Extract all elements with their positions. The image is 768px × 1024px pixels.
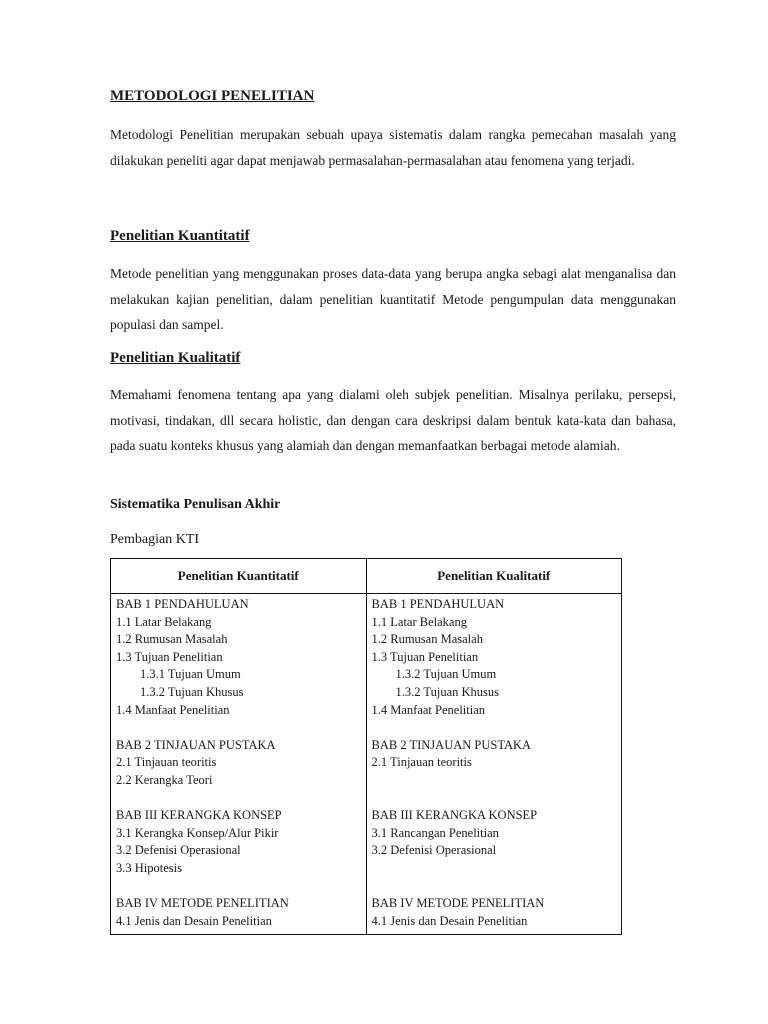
list-item: 1.4 Manfaat Penelitian (371, 702, 486, 717)
table-header-kualitatif: Penelitian Kualitatif (366, 559, 622, 594)
list-item: BAB 2 TINJAUAN PUSTAKA (116, 737, 276, 752)
list-item: BAB IV METODE PENELITIAN (371, 896, 545, 911)
heading-kuantitatif: Penelitian Kuantitatif (110, 228, 250, 244)
heading-sistematika: Sistematika Penulisan Akhir (110, 497, 281, 512)
paragraph-kualitatif: Memahami fenomena tentang apa yang dialami oleh subjek penelitian. Misalnya perilaku, persepsi, motivasi, tindakan, dll secara holistic, dan dengan cara deskripsi dalam bentuk kata-kata dan bahasa, pada suatu konteks khusus yang alamiah dan dengan memanfaatkan berbagai metode alamiah. (110, 387, 676, 454)
list-item (116, 790, 362, 808)
list-item: BAB 1 PENDAHULUAN (371, 597, 505, 611)
list-item (116, 878, 362, 896)
list-item: 4.1 Jenis dan Desain Penelitian (116, 913, 272, 928)
list-item: 2.1 Tinjauan teoritis (371, 755, 472, 770)
list-item: 1.3.2 Tujuan Khusus (140, 684, 244, 699)
table-body-row (111, 594, 622, 935)
list-item: 1.3 Tujuan Penelitian (371, 649, 479, 664)
list-item: 3.1 Rancangan Penelitian (371, 825, 499, 840)
list-item: 3.1 Kerangka Konsep/Alur Pikir (116, 825, 279, 840)
list-item: 1.3 Tujuan Penelitian (116, 649, 223, 664)
list-item (372, 790, 618, 808)
list-item: BAB IV METODE PENELITIAN (116, 896, 289, 911)
list-item (372, 719, 618, 737)
list-item: 1.4 Manfaat Penelitian (116, 702, 230, 717)
list-item: 3.3 Hipotesis (116, 860, 182, 875)
list-item: 2.2 Kerangka Teori (116, 772, 213, 787)
list-item: 4.1 Jenis dan Desain Penelitian (371, 913, 528, 928)
intro-paragraph: Metodologi Penelitian merupakan sebuah upaya sistematis dalam rangka pemecahan masalah yang dilakukan peneliti agar dapat menjawab permasalahan-permasalahan atau fenomena yang terjadi. (110, 127, 676, 168)
table-header-row (111, 559, 622, 594)
page-title: METODOLOGI PENELITIAN (110, 88, 315, 104)
heading-kualitatif: Penelitian Kualitatif (110, 350, 241, 366)
list-item: 1.1 Latar Belakang (371, 614, 467, 629)
list-item: 3.2 Defenisi Operasional (371, 843, 497, 858)
list-item: 1.3.1 Tujuan Umum (140, 667, 241, 682)
list-item: 1.3.2 Tujuan Umum (395, 667, 497, 682)
column-kualitatif (366, 594, 622, 935)
list-item (372, 860, 618, 878)
list-item: BAB III KERANGKA KONSEP (116, 808, 282, 823)
list-item: 3.2 Defenisi Operasional (116, 843, 241, 858)
subheading-pembagian: Pembagian KTI (110, 532, 200, 547)
list-item (372, 772, 618, 790)
list-item (116, 719, 362, 737)
list-item: 2.1 Tinjauan teoritis (116, 755, 217, 770)
list-item: 1.2 Rumusan Masalah (371, 632, 483, 647)
list-item: BAB 2 TINJAUAN PUSTAKA (371, 737, 532, 752)
list-item: 1.3.2 Tujuan Khusus (395, 684, 499, 699)
table-header-kuantitatif: Penelitian Kuantitatif (111, 559, 367, 594)
list-item (372, 878, 618, 896)
list-item: 1.1 Latar Belakang (116, 614, 212, 629)
list-item: BAB III KERANGKA KONSEP (371, 808, 538, 823)
list-item: BAB 1 PENDAHULUAN (116, 597, 249, 611)
kti-table (110, 558, 622, 935)
list-item: 1.2 Rumusan Masalah (116, 632, 228, 647)
paragraph-kuantitatif: Metode penelitian yang menggunakan proses data-data yang berupa angka sebagi alat menganalisa dan melakukan kajian penelitian, dalam penelitian kuantitatif Metode pengumpulan data menggunakan populasi dan sampel. (110, 266, 676, 333)
column-kuantitatif (111, 594, 367, 935)
